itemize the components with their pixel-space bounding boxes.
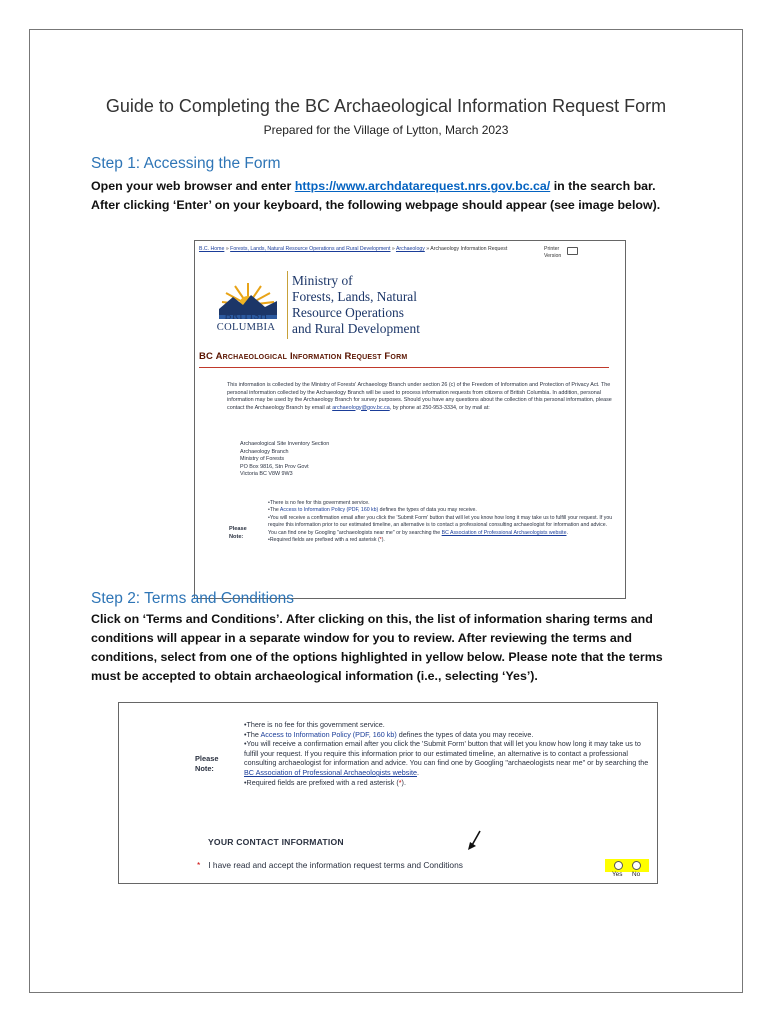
note-item: •Required fields are prefixed with a red asterisk (*). xyxy=(244,777,406,787)
address-line: Ministry of Forests xyxy=(240,456,285,462)
contact-info-heading: YOUR CONTACT INFORMATION xyxy=(208,837,344,847)
terms-acceptance-label: I have read and accept the information request terms and Conditions xyxy=(208,860,463,870)
ministry-name-line: and Rural Development xyxy=(292,321,420,336)
breadcrumb-archaeology[interactable]: Archaeology xyxy=(395,246,425,252)
address-line: Victoria BC V8W 9W3 xyxy=(240,471,293,477)
ministry-name-line: Resource Operations xyxy=(292,305,404,320)
yes-option-label: Yes xyxy=(612,871,623,878)
note-item: •You will receive a confirmation email after you click the 'Submit Form' button that will let you know how long it may take us to fulfill your request. If you require this information prior to our estimated timeline, an alternative is to contact a professional consulting archaeologist for information and advice. You can find one by Googling "archaeologists near me" or by searching the BC Association of Professional Archaeologists website. xyxy=(268,514,613,536)
required-asterisk: * xyxy=(398,777,402,787)
title-divider xyxy=(199,367,609,368)
step2-paragraph: Click on ‘Terms and Conditions’. After clicking on this, the list of information sharing terms and conditions will appear in a separate window for you to review. After reviewing the terms and conditions, select from one of the options highlighted in yellow below. Please note that the terms must be accepted to obtain archaeological information (i.e., selecting ‘Yes’). xyxy=(91,612,663,683)
no-option-label: No xyxy=(632,871,641,878)
address-line: Archaeological Site Inventory Section xyxy=(240,441,330,447)
archaeology-email-link[interactable]: archaeology@gov.bc.ca xyxy=(332,404,390,411)
bcapa-website-link[interactable]: BC Association of Professional Archaeologists website xyxy=(244,767,417,777)
notes-list xyxy=(268,500,613,544)
step1-text-after: in the search bar. After clicking ‘Enter’ on your keyboard, the following webpage should appear (see image below). xyxy=(91,179,661,212)
breadcrumb-current: Archaeology Information Request xyxy=(430,246,508,252)
arrow-down-icon xyxy=(467,830,483,852)
terms-yes-radio[interactable] xyxy=(614,861,623,870)
terms-acceptance-row xyxy=(197,860,463,870)
required-asterisk: * xyxy=(197,860,201,870)
step1-paragraph xyxy=(91,177,683,215)
notes-list xyxy=(244,720,652,787)
access-policy-link[interactable]: Access to Information Policy (PDF, 160 kb) xyxy=(279,507,379,514)
bcapa-website-link[interactable]: BC Association of Professional Archaeologists website xyxy=(441,529,567,536)
document-title: Guide to Completing the BC Archaeological Information Request Form xyxy=(105,96,667,116)
address-line: Archaeology Branch xyxy=(240,448,289,455)
breadcrumb-separator: » xyxy=(224,246,231,252)
breadcrumb xyxy=(199,246,554,253)
logo-text-british: BRITISH xyxy=(224,311,268,322)
breadcrumb-ministry[interactable]: Forests, Lands, Natural Resource Operations and Rural Development xyxy=(230,246,391,252)
ministry-name xyxy=(292,273,420,337)
required-asterisk: * xyxy=(379,537,382,544)
note-item: •The Access to Information Policy (PDF, 160 kb) defines the types of data you may receive. xyxy=(244,729,534,739)
step1-text-before: Open your web browser and enter xyxy=(91,179,295,193)
document-page xyxy=(29,29,743,993)
breadcrumb-separator: » xyxy=(424,246,431,252)
please-note-label: Please Note: xyxy=(229,526,247,540)
terms-screenshot xyxy=(118,702,658,884)
mailing-address xyxy=(240,441,329,479)
terms-no-radio[interactable] xyxy=(632,861,641,870)
step1-heading: Step 1: Accessing the Form xyxy=(91,155,281,172)
webpage-screenshot xyxy=(194,240,626,599)
note-item: •Required fields are prefixed with a red asterisk (*). xyxy=(268,537,385,544)
breadcrumb-home[interactable]: B.C. Home xyxy=(199,246,225,252)
logo-divider xyxy=(287,271,288,339)
privacy-notice xyxy=(227,382,619,412)
please-note-label: Please Note: xyxy=(195,754,219,773)
form-title: BC Archaeological Information Request Form xyxy=(199,351,408,362)
access-policy-link[interactable]: Access to Information Policy (PDF, 160 kb) xyxy=(260,729,397,739)
note-item: •There is no fee for this government service. xyxy=(244,720,385,729)
document-subtitle: Prepared for the Village of Lytton, March 2023 xyxy=(263,123,509,137)
ministry-name-line: Ministry of xyxy=(292,273,353,288)
privacy-text: This information is collected by the Ministry of Forests' Archaeology Branch under section 26 (c) of the Freedom of Information and Protection of Privacy Act. The personal information collected by the Archaeology Branch will be used to process information requests from citizens of British Columbia. In addition, personal information may be used by the Archaeology Branch for survey purposes. Should you have any questions about the collection of this personal information, please contact the Archaeology Branch by email at xyxy=(227,382,612,411)
breadcrumb-separator: » xyxy=(390,246,396,252)
printer-icon[interactable] xyxy=(567,247,578,255)
ministry-name-line: Forests, Lands, Natural xyxy=(292,289,417,304)
printer-version-link[interactable]: Printer Version xyxy=(544,246,562,259)
note-item: •The Access to Information Policy (PDF, 160 kb) defines the types of data you may receive. xyxy=(268,507,477,514)
logo-text-columbia: COLUMBIA xyxy=(216,322,276,333)
note-item: •There is no fee for this government service. xyxy=(268,500,370,506)
step2-heading: Step 2: Terms and Conditions xyxy=(91,590,295,607)
archdatarequest-link[interactable]: https://www.archdatarequest.nrs.gov.bc.ca/ xyxy=(294,179,551,193)
privacy-text-end: , by phone at 250-953-3334, or by mail at: xyxy=(389,404,490,411)
address-line: PO Box 9816, Stn Prov Govt xyxy=(240,463,309,470)
note-item: •You will receive a confirmation email after you click the 'Submit Form' button that will let you know how long it may take us to fulfill your request. If you require this information prior to our estimated timeline, an alternative is to contact a professional consulting archaeologist for information and advice. You can find one by Googling "archaeologists near me" or by searching the BC Association of Professional Archaeologists website. xyxy=(244,739,649,777)
